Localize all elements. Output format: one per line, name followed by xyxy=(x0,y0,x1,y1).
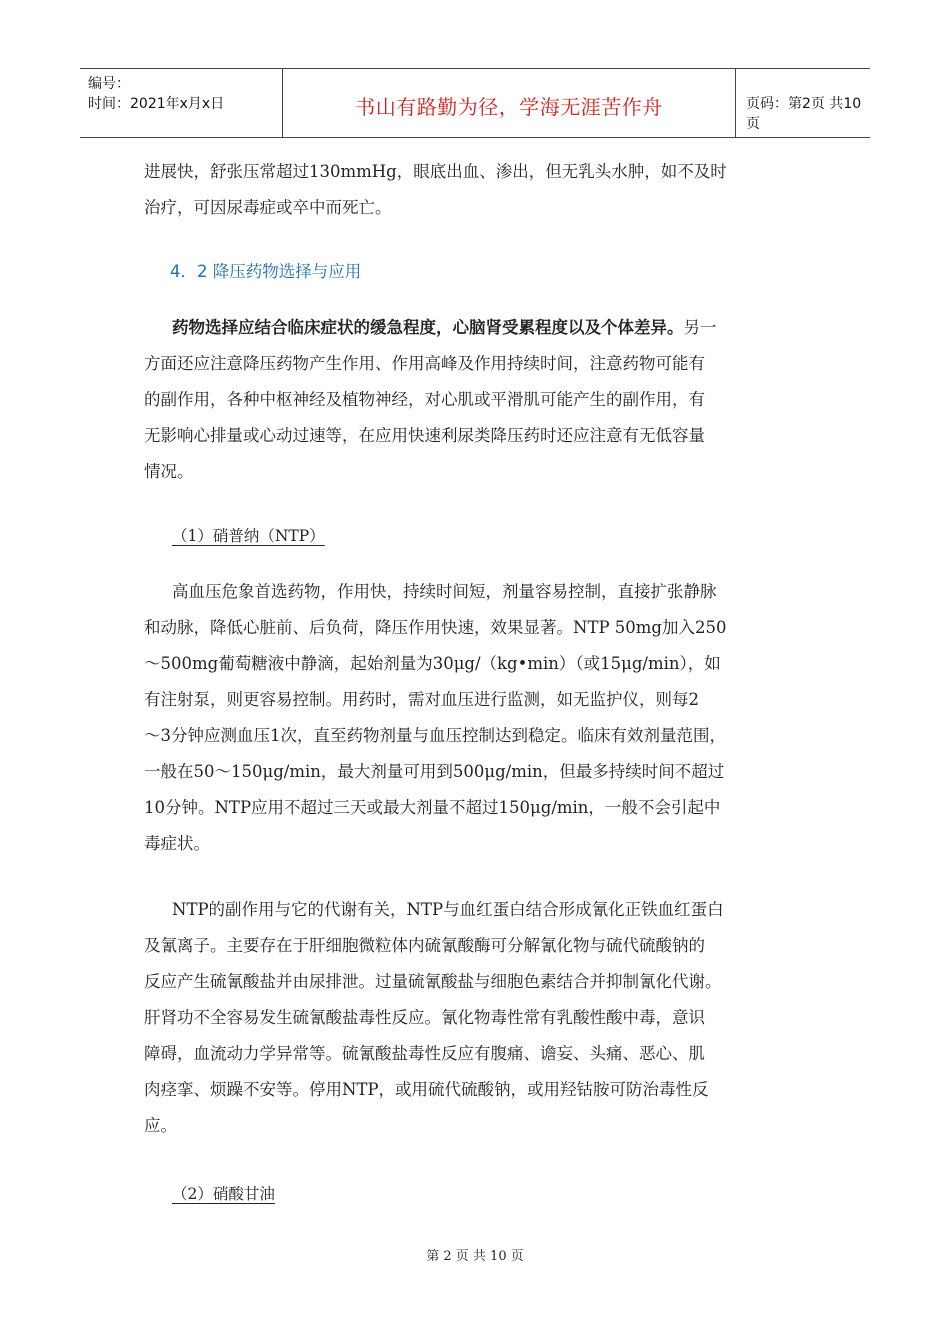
paragraph-ntp xyxy=(144,574,824,862)
text-line: 肝肾功不全容易发生硫氰酸盐毒性反应。氰化物毒性常有乳酸性酸中毒，意识 xyxy=(144,1008,705,1027)
text-line: 有注射泵，则更容易控制。用药时，需对血压进行监测，如无监护仪，则每2 xyxy=(144,690,699,709)
text-line: 进展快，舒张压常超过130mmHg，眼底出血、渗出，但无乳头水肿，如不及时 xyxy=(144,162,727,181)
text-line: 及氰离子。主要存在于肝细胞微粒体内硫氰酸酶可分解氰化物与硫代硫酸钠的 xyxy=(144,936,705,955)
text-line: 毒症状。 xyxy=(144,834,210,853)
paragraph-drug-selection xyxy=(144,310,824,490)
text-line: 一般在50～150μg/min，最大剂量可用到500μg/min，但最多持续时间不超过 xyxy=(144,762,725,781)
text-line: 的副作用，各种中枢神经及植物神经，对心肌或平滑肌可能产生的副作用，有 xyxy=(144,390,705,409)
text-line xyxy=(144,310,824,346)
text-line: 和动脉，降低心脏前、后负荷，降压作用快速，效果显著。NTP 50mg加入250 xyxy=(144,618,727,637)
header-page-cell xyxy=(736,69,870,137)
text-line: 治疗，可因尿毒症或卒中而死亡。 xyxy=(144,198,392,217)
text-line: ～500mg葡萄糖液中静滴，起始剂量为30μg/（kg•min）（或15μg/min），如 xyxy=(144,654,721,673)
paragraph-intro xyxy=(144,154,824,226)
header-page-info: 页码：第2页 共10页 xyxy=(746,96,862,132)
page-footer: 第 2 页 共 10 页 xyxy=(426,1249,524,1264)
text-line: NTP的副作用与它的代谢有关，NTP与血红蛋白结合形成氰化正铁血红蛋白 xyxy=(172,900,724,919)
text-line: 反应产生硫氰酸盐并由尿排泄。过量硫氰酸盐与细胞色素结合并抑制氰化代谢。 xyxy=(144,972,722,991)
text-line: 无影响心排量或心动过速等，在应用快速利尿类降压药时还应注意有无低容量 xyxy=(144,426,705,445)
text-line: 障碍，血流动力学异常等。硫氰酸盐毒性反应有腹痛、谵妄、头痛、恶心、肌 xyxy=(144,1044,705,1063)
bold-lead-text: 药物选择应结合临床症状的缓急程度，心脑肾受累程度以及个体差异。 xyxy=(172,318,684,337)
page-header-table xyxy=(80,68,870,138)
header-motto-cell xyxy=(283,69,736,137)
section-heading: 4．2 降压药物选择与应用 xyxy=(170,262,362,281)
subheading-nitroglycerin: （2）硝酸甘油 xyxy=(172,1185,275,1203)
text-fragment: 另一 xyxy=(683,318,717,337)
subheading-ntp: （1）硝普纳（NTP） xyxy=(172,527,325,545)
document-number-label: 编号： xyxy=(88,76,130,92)
document-date-label: 时间：2021年x月x日 xyxy=(88,96,225,112)
text-line: 高血压危象首选药物，作用快，持续时间短，剂量容易控制，直接扩张静脉 xyxy=(172,582,717,601)
text-line: ～3分钟应测血压1次，直至药物剂量与血压控制达到稳定。临床有效剂量范围， xyxy=(144,726,726,745)
text-line: 方面还应注意降压药物产生作用、作用高峰及作用持续时间，注意药物可能有 xyxy=(144,354,705,373)
paragraph-ntp-side-effects xyxy=(144,892,824,1144)
header-meta-cell xyxy=(80,69,283,137)
text-line: 10分钟。NTP应用不超过三天或最大剂量不超过150μg/min，一般不会引起中 xyxy=(144,798,721,817)
text-line: 情况。 xyxy=(144,462,194,481)
text-line: 应。 xyxy=(144,1116,177,1135)
text-line: 肉痉挛、烦躁不安等。停用NTP，或用硫代硫酸钠，或用羟钴胺可防治毒性反 xyxy=(144,1080,709,1099)
header-motto: 书山有路勤为径，学海无涯苦作舟 xyxy=(355,95,663,119)
